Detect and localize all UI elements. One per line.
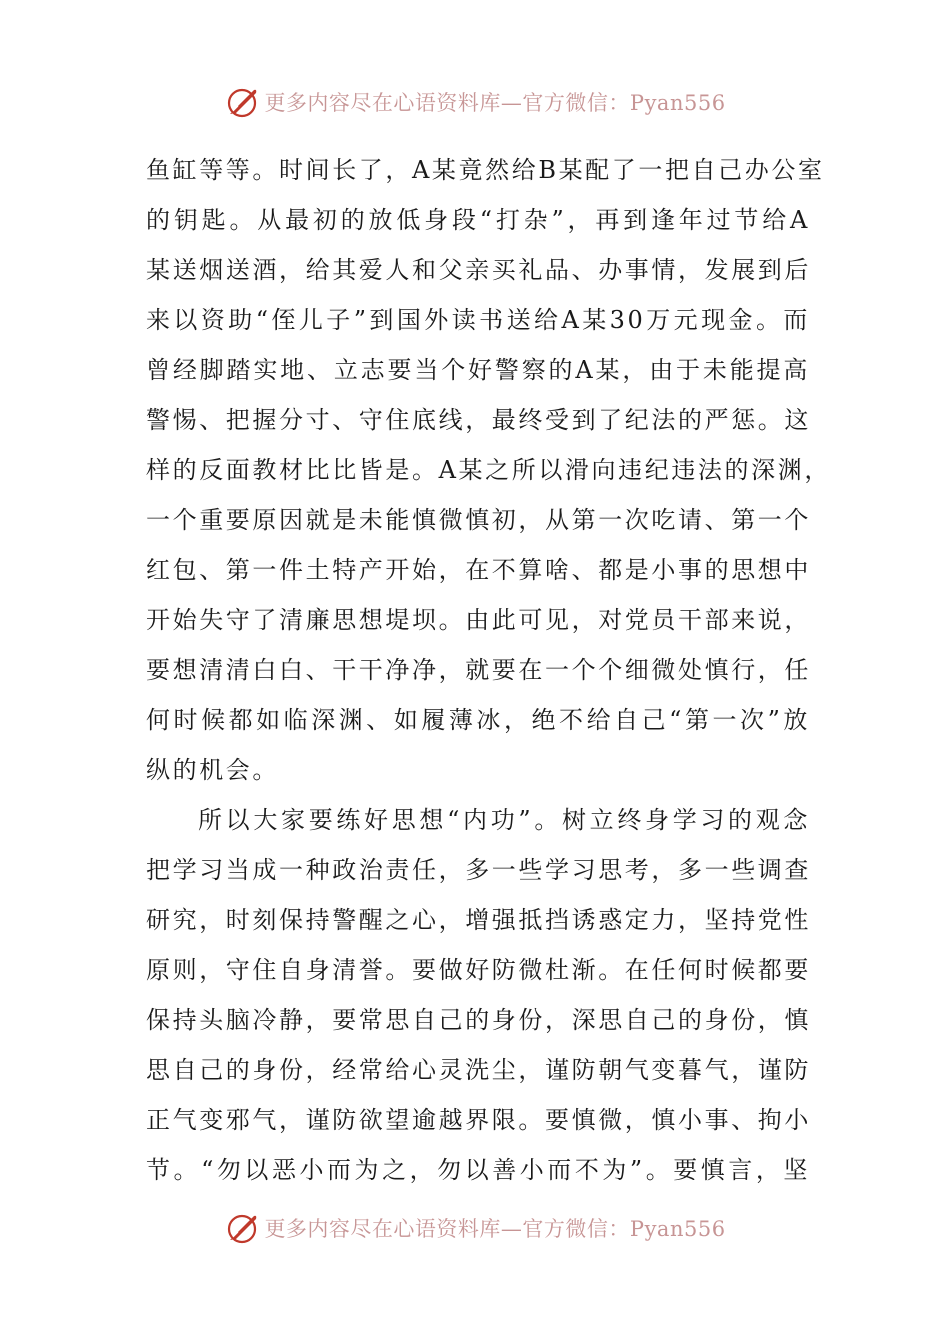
- footer-watermark: [0, 1208, 950, 1248]
- header-watermark: [0, 82, 950, 122]
- text-line: 一个重要原因就是未能慎微慎初，从第一次吃请、第一个: [146, 506, 811, 534]
- text-line: 研究，时刻保持警醒之心，增强抵挡诱惑定力，坚持党性: [146, 906, 811, 934]
- text-line: 红包、第一件土特产开始，在不算啥、都是小事的思想中: [146, 556, 811, 584]
- paragraph-start-line: 所以大家要练好思想“内功”。树立终身学习的观念: [198, 806, 810, 834]
- quill-pen-logo-icon: [224, 1210, 260, 1246]
- text-line: 曾经脚踏实地、立志要当个好警察的A某，由于未能提高: [146, 356, 810, 384]
- text-line: 鱼缸等等。时间长了，A某竟然给B某配了一把自己办公室: [146, 156, 825, 184]
- text-line: 某送烟送酒，给其爱人和父亲买礼品、办事情，发展到后: [146, 256, 811, 284]
- document-body: [146, 145, 831, 1195]
- text-line: 节。“勿以恶小而为之，勿以善小而不为”。要慎言，坚: [146, 1156, 810, 1184]
- text-line: 开始失守了清廉思想堤坝。由此可见，对党员干部来说，: [146, 606, 811, 634]
- text-line: 样的反面教材比比皆是。A某之所以滑向违纪违法的深渊，: [146, 456, 831, 484]
- text-line: 要想清清白白、干干净净，就要在一个个细微处慎行，任: [146, 656, 811, 684]
- text-line: 的钥匙。从最初的放低身段“打杂”，再到逢年过节给A: [146, 206, 810, 234]
- quill-pen-logo-icon: [224, 84, 260, 120]
- text-line: 警惕、把握分寸、守住底线，最终受到了纪法的严惩。这: [146, 406, 811, 434]
- text-line: 纵的机会。: [146, 756, 279, 784]
- watermark-text: 更多内容尽在心语资料库—官方微信：Pyan556: [264, 91, 726, 115]
- text-line: 正气变邪气，谨防欲望逾越界限。要慎微，慎小事、拘小: [146, 1106, 811, 1134]
- watermark-text: 更多内容尽在心语资料库—官方微信：Pyan556: [264, 1217, 726, 1241]
- text-line: 思自己的身份，经常给心灵洗尘，谨防朝气变暮气，谨防: [146, 1056, 811, 1084]
- text-line: 原则，守住自身清誉。要做好防微杜渐。在任何时候都要: [146, 956, 811, 984]
- text-line: 来以资助“侄儿子”到国外读书送给A某30万元现金。而: [146, 306, 810, 334]
- text-line: 何时候都如临深渊、如履薄冰，绝不给自己“第一次”放: [146, 706, 810, 734]
- text-line: 把学习当成一种政治责任，多一些学习思考，多一些调查: [146, 856, 811, 884]
- text-line: 保持头脑冷静，要常思自己的身份，深思自己的身份，慎: [146, 1006, 811, 1034]
